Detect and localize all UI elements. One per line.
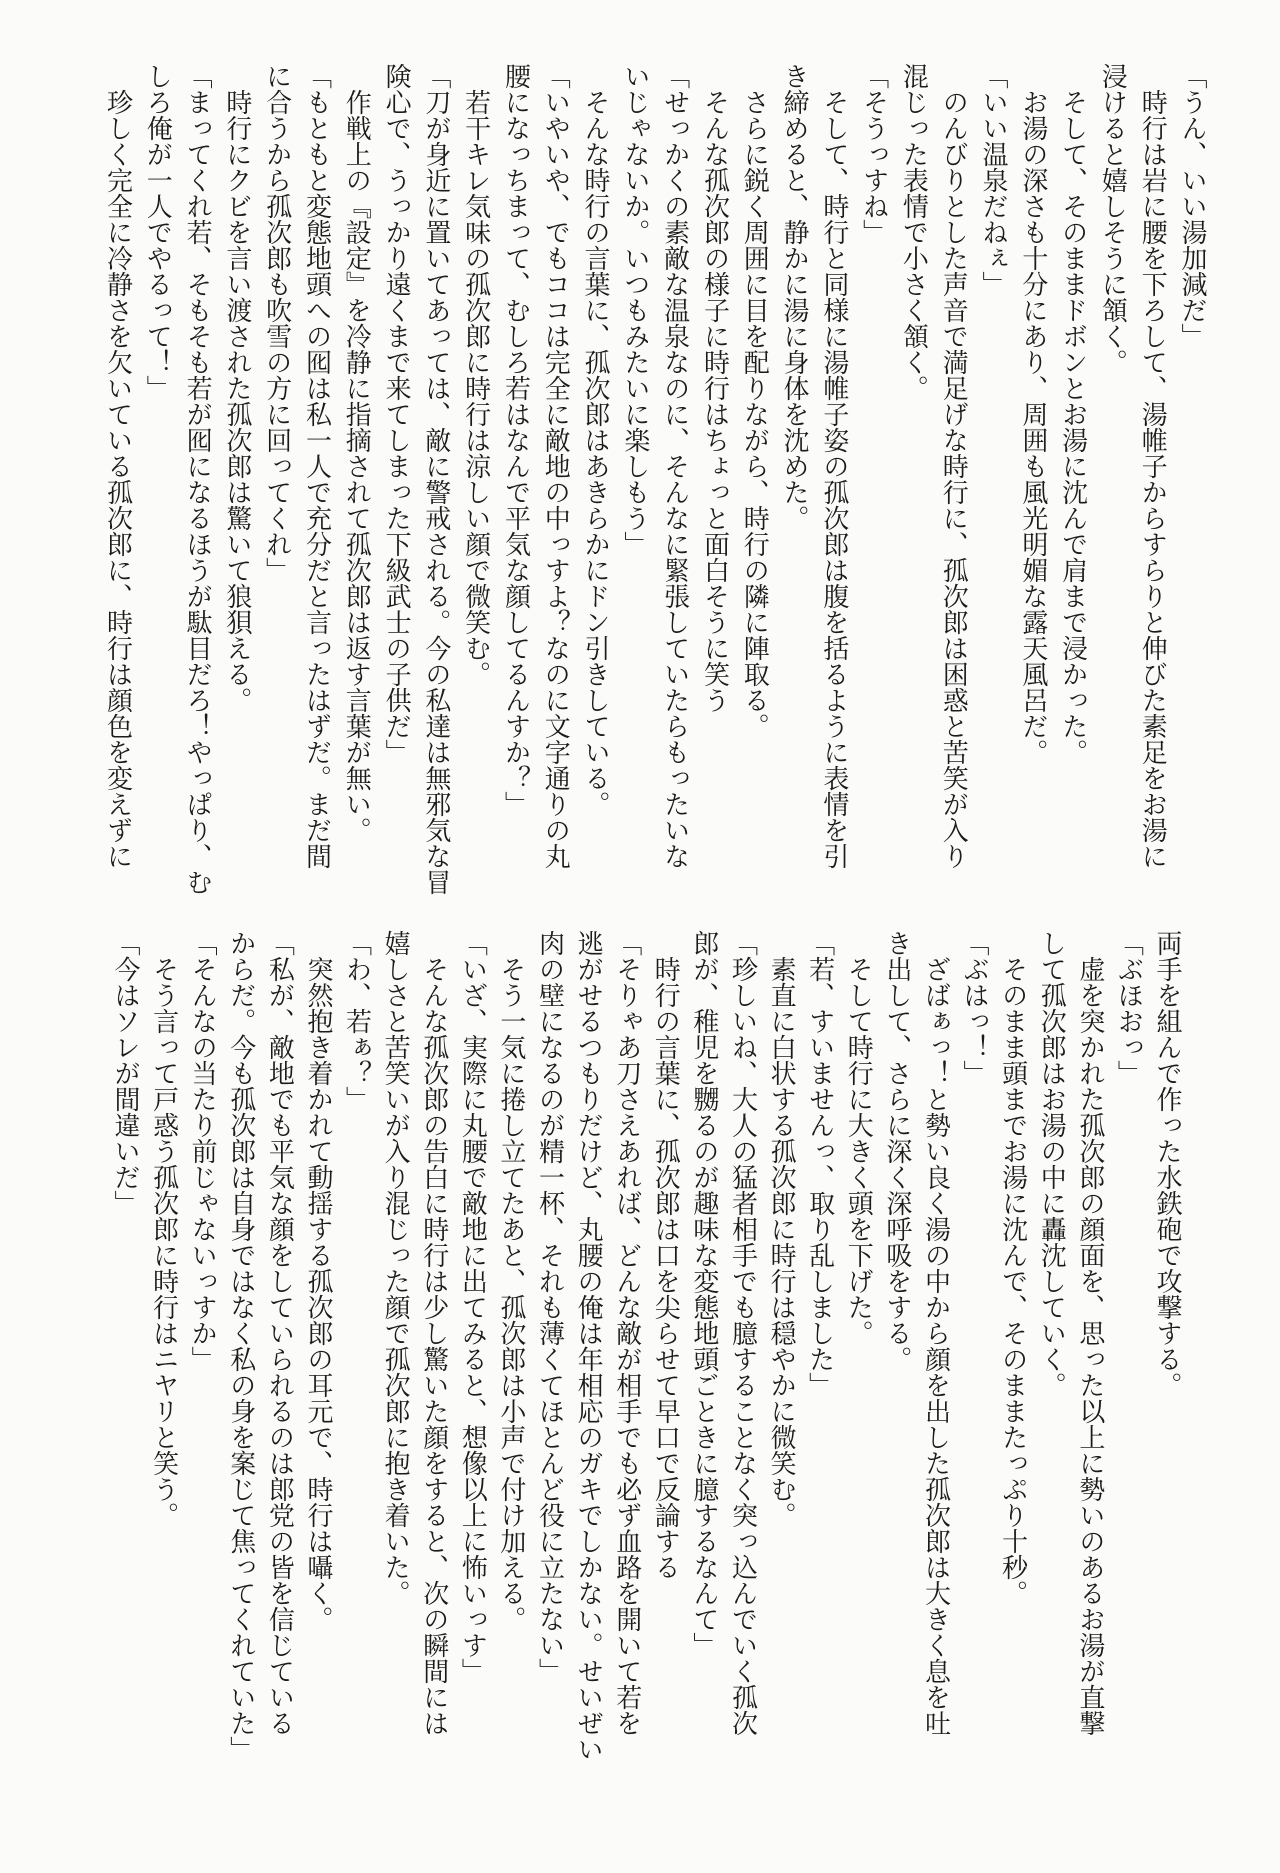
text-column: 「まってくれ若、そもそも若が囮になるほうが駄目だろ！やっぱり、む bbox=[183, 63, 213, 895]
text-column: 腰になっちまって、むしろ若はなんで平気な顔してるんすか？」 bbox=[501, 63, 531, 817]
text-column: 「私が、敵地でも平気な顔をしていられるのは郎党の皆を信じている bbox=[265, 930, 295, 1736]
text-column: 「そうっすね」 bbox=[859, 63, 889, 245]
text-column: 「わ、若ぁ？」 bbox=[342, 930, 372, 1112]
text-column: そう言って戸惑う孤次郎に時行はニヤリと笑う。 bbox=[149, 956, 179, 1528]
text-column: 「いざ、実際に丸腰で敵地に出てみると、想像以上に怖いっす」 bbox=[458, 930, 488, 1684]
text-column: 郎が、稚児を嬲るのが趣味な変態地頭ごときに臆するなんて」 bbox=[689, 930, 719, 1658]
text-column: 虚を突かれた孤次郎の顔面を、思った以上に勢いのあるお湯が直撃 bbox=[1075, 956, 1105, 1736]
text-column: 若干キレ気味の孤次郎に時行は涼しい顔で微笑む。 bbox=[461, 89, 491, 687]
text-column: そんな孤次郎の様子に時行はちょっと面白そうに笑う bbox=[700, 89, 730, 713]
text-column: そして時行に大きく頭を下げた。 bbox=[844, 956, 874, 1346]
text-column: 「今はソレが間違いだ」 bbox=[110, 930, 140, 1216]
text-column: き締めると、静かに湯に身体を沈めた。 bbox=[780, 63, 810, 531]
text-column: 浸けると嬉しそうに頷く。 bbox=[1098, 63, 1128, 375]
text-column: 「いい温泉だねぇ」 bbox=[979, 63, 1009, 297]
text-column: 逃がせるつもりだけど、丸腰の俺は年相応のガキでしかない。せいぜい bbox=[574, 930, 604, 1762]
text-column: 時行は岩に腰を下ろして、湯帷子からすらりと伸びた素足をお湯に bbox=[1138, 89, 1168, 869]
text-column: き出して、さらに深く深呼吸をする。 bbox=[882, 930, 912, 1372]
text-column: 険心で、うっかり遠くまで来てしまった下級武士の子供だ」 bbox=[382, 63, 412, 765]
text-column: 「いやいや、でもココは完全に敵地の中っすよ？なのに文字通りの丸 bbox=[541, 63, 571, 869]
text-column: そのまま頭までお湯に沈んで、そのままたっぷり十秒。 bbox=[998, 956, 1028, 1606]
text-column: 「うん、いい湯加減だ」 bbox=[1178, 63, 1207, 349]
text-column: 時行にクビを言い渡された孤次郎は驚いて狼狽える。 bbox=[222, 89, 252, 713]
text-column: 「ぶほおっ」 bbox=[1114, 930, 1144, 1086]
text-column: 「せっかくの素敵な温泉なのに、そんなに緊張していたらもったいな bbox=[660, 63, 690, 869]
text-column: 「そりゃあ刀さえあれば、どんな敵が相手でも必ず血路を開いて若を bbox=[612, 930, 642, 1736]
text-column: 珍しく完全に冷静さを欠いている孤次郎に、時行は顔色を変えずに bbox=[103, 89, 133, 869]
text-column: 時行の言葉に、孤次郎は口を尖らせて早口で反論する bbox=[651, 956, 681, 1580]
text-column: 「刀が身近に置いてあっては、敵に警戒される。今の私達は無邪気な冒 bbox=[421, 63, 451, 895]
upper-text-block bbox=[98, 63, 1212, 895]
text-column: そして、時行と同様に湯帷子姿の孤次郎は腹を括るように表情を引 bbox=[819, 89, 849, 869]
text-column: ざばぁっ！と勢い良く湯の中から顔を出した孤次郎は大きく息を吐 bbox=[921, 956, 951, 1736]
text-column: 混じった表情で小さく頷く。 bbox=[899, 63, 929, 401]
text-column: 両手を組んで作った水鉄砲で攻撃する。 bbox=[1153, 930, 1182, 1398]
text-column: 「若、すいませんっ、取り乱しました」 bbox=[805, 930, 835, 1398]
text-column: 嬉しさと苦笑いが入り混じった顔で孤次郎に抱き着いた。 bbox=[381, 930, 411, 1606]
text-column: さらに鋭く周囲に目を配りながら、時行の隣に陣取る。 bbox=[740, 89, 770, 739]
text-column: いじゃないか。いつもみたいに楽しもう」 bbox=[620, 63, 650, 557]
text-column: 「珍しいね、大人の猛者相手でも臆することなく突っ込んでいく孤次 bbox=[728, 930, 758, 1736]
lower-text-block bbox=[105, 930, 1186, 1762]
text-column: そして、そのままドボンとお湯に沈んで肩まで浸かった。 bbox=[1058, 89, 1088, 765]
text-column: からだ。今も孤次郎は自身ではなく私の身を案じて焦ってくれていた」 bbox=[226, 930, 256, 1762]
text-column: しろ俺が一人でやるって！」 bbox=[143, 63, 173, 401]
text-column: そんな孤次郎の告白に時行は少し驚いた顔をすると、次の瞬間には bbox=[419, 956, 449, 1736]
text-column: 作戦上の『設定』を冷静に指摘されて孤次郎は返す言葉が無い。 bbox=[342, 89, 372, 843]
text-column: お湯の深さも十分にあり、周囲も風光明媚な露天風呂だ。 bbox=[1018, 89, 1048, 765]
text-column: のんびりとした声音で満足げな時行に、孤次郎は困惑と苦笑が入り bbox=[939, 89, 969, 869]
text-column: に合うから孤次郎も吹雪の方に回ってくれ」 bbox=[262, 63, 292, 583]
text-column: 肉の壁になるのが精一杯、それも薄くてほとんど役に立たない」 bbox=[535, 930, 565, 1684]
text-column: 素直に白状する孤次郎に時行は穏やかに微笑む。 bbox=[767, 956, 797, 1528]
text-column: そんな時行の言葉に、孤次郎はあきらかにドン引きしている。 bbox=[581, 89, 611, 817]
text-column: 「もともと変態地頭への囮は私一人で充分だと言ったはずだ。まだ間 bbox=[302, 63, 332, 869]
text-column: 「ぶはっ！」 bbox=[960, 930, 990, 1086]
text-column: 突然抱き着かれて動揺する孤次郎の耳元で、時行は囁く。 bbox=[303, 956, 333, 1632]
text-column: そう一気に捲し立てたあと、孤次郎は小声で付け加える。 bbox=[496, 956, 526, 1632]
text-column: 「そんなの当たり前じゃないっすか」 bbox=[188, 930, 218, 1372]
text-column: して孤次郎はお湯の中に轟沈していく。 bbox=[1037, 930, 1067, 1398]
